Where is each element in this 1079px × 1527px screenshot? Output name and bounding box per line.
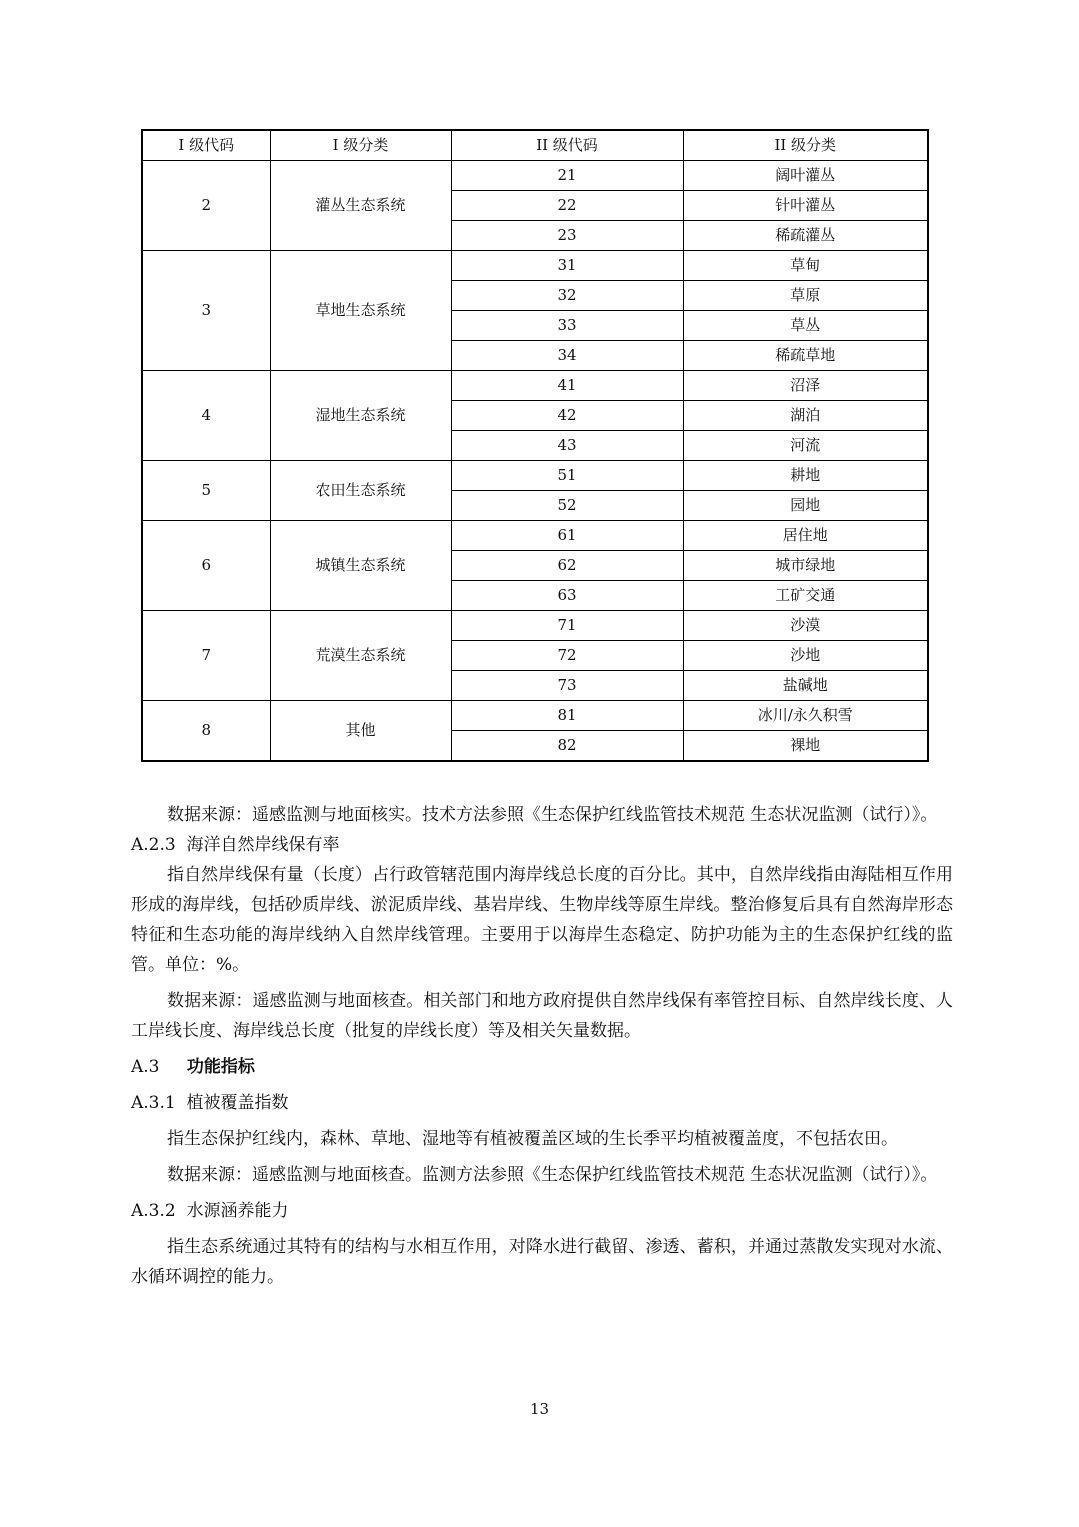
level1-class-cell: 灌丛生态系统 — [270, 161, 451, 251]
level2-class-cell: 居住地 — [683, 521, 928, 551]
header-level1-code: I 级代码 — [142, 130, 270, 161]
level2-code-cell: 62 — [451, 551, 683, 581]
level2-class-cell: 耕地 — [683, 461, 928, 491]
level2-class-cell: 裸地 — [683, 731, 928, 762]
level1-code-cell: 6 — [142, 521, 270, 611]
level2-code-cell: 21 — [451, 161, 683, 191]
level2-class-cell: 草丛 — [683, 311, 928, 341]
paragraph-data-source-2: 数据来源：遥感监测与地面核查。相关部门和地方政府提供自然岸线保有率管控目标、自然岸线长度、人工岸线长度、海岸线总长度（批复的岸线长度）等及相关矢量数据。 — [131, 991, 953, 1041]
level1-class-cell: 荒漠生态系统 — [270, 611, 451, 701]
level2-code-cell: 22 — [451, 191, 683, 221]
ecosystem-classification-table — [141, 129, 929, 762]
table-row — [142, 611, 928, 641]
level2-class-cell: 针叶灌丛 — [683, 191, 928, 221]
level2-class-cell: 稀疏灌丛 — [683, 221, 928, 251]
level1-code-cell: 2 — [142, 161, 270, 251]
heading-a31-title: 植被覆盖指数 — [186, 1093, 289, 1113]
table-row — [142, 521, 928, 551]
heading-a23-number: A.2.3 — [131, 835, 176, 855]
header-level2-code: II 级代码 — [451, 130, 683, 161]
level2-class-cell: 湖泊 — [683, 401, 928, 431]
level2-class-cell: 沙地 — [683, 641, 928, 671]
level2-class-cell: 稀疏草地 — [683, 341, 928, 371]
level2-code-cell: 31 — [451, 251, 683, 281]
level2-code-cell: 23 — [451, 221, 683, 251]
paragraph-vegetation-definition: 指生态保护红线内，森林、草地、湿地等有植被覆盖区域的生长季平均植被覆盖度，不包括农田。 — [167, 1129, 898, 1149]
heading-a3 — [131, 1052, 953, 1082]
heading-a31-number: A.3.1 — [131, 1093, 176, 1113]
level2-class-cell: 工矿交通 — [683, 581, 928, 611]
level2-class-cell: 盐碱地 — [683, 671, 928, 701]
level2-code-cell: 52 — [451, 491, 683, 521]
level2-code-cell: 71 — [451, 611, 683, 641]
level2-class-cell: 园地 — [683, 491, 928, 521]
level2-code-cell: 63 — [451, 581, 683, 611]
heading-a3-number: A.3 — [131, 1057, 160, 1077]
level2-code-cell: 61 — [451, 521, 683, 551]
level2-class-cell: 草原 — [683, 281, 928, 311]
level1-code-cell: 7 — [142, 611, 270, 701]
heading-a32 — [131, 1196, 953, 1226]
header-level1-class: I 级分类 — [270, 130, 451, 161]
level2-code-cell: 82 — [451, 731, 683, 762]
level1-class-cell: 其他 — [270, 701, 451, 762]
page-number: 13 — [529, 1400, 550, 1418]
heading-a23 — [131, 830, 953, 860]
heading-a23-title: 海洋自然岸线保有率 — [186, 835, 340, 855]
table-header-row — [142, 130, 928, 161]
level1-class-cell: 湿地生态系统 — [270, 371, 451, 461]
level2-class-cell: 阔叶灌丛 — [683, 161, 928, 191]
header-level2-class: II 级分类 — [683, 130, 928, 161]
level2-class-cell: 沼泽 — [683, 371, 928, 401]
heading-a31 — [131, 1088, 953, 1118]
level2-code-cell: 73 — [451, 671, 683, 701]
level2-code-cell: 81 — [451, 701, 683, 731]
paragraph-data-source-1: 数据来源：遥感监测与地面核实。技术方法参照《生态保护红线监管技术规范 生态状况监测（试行）》。 — [167, 805, 938, 825]
level2-code-cell: 32 — [451, 281, 683, 311]
level1-class-cell: 草地生态系统 — [270, 251, 451, 371]
level2-class-cell: 冰川/永久积雪 — [683, 701, 928, 731]
level2-code-cell: 43 — [451, 431, 683, 461]
level1-code-cell: 4 — [142, 371, 270, 461]
heading-a32-number: A.3.2 — [131, 1201, 176, 1221]
level2-class-cell: 城市绿地 — [683, 551, 928, 581]
level2-class-cell: 沙漠 — [683, 611, 928, 641]
paragraph-water-conservation-definition: 指生态系统通过其特有的结构与水相互作用，对降水进行截留、渗透、蓄积，并通过蒸散发实现对水流、水循环调控的能力。 — [131, 1237, 953, 1287]
level2-code-cell: 72 — [451, 641, 683, 671]
level2-code-cell: 41 — [451, 371, 683, 401]
table-row — [142, 161, 928, 191]
table-body — [142, 161, 928, 762]
level1-code-cell: 5 — [142, 461, 270, 521]
level2-code-cell: 33 — [451, 311, 683, 341]
level2-code-cell: 42 — [451, 401, 683, 431]
table-row — [142, 701, 928, 731]
level1-code-cell: 8 — [142, 701, 270, 762]
heading-a32-title: 水源涵养能力 — [186, 1201, 289, 1221]
level2-class-cell: 河流 — [683, 431, 928, 461]
level2-code-cell: 34 — [451, 341, 683, 371]
body-text — [131, 800, 953, 1292]
level1-class-cell: 城镇生态系统 — [270, 521, 451, 611]
table-row — [142, 371, 928, 401]
level2-code-cell: 51 — [451, 461, 683, 491]
table-row — [142, 461, 928, 491]
level1-class-cell: 农田生态系统 — [270, 461, 451, 521]
level1-code-cell: 3 — [142, 251, 270, 371]
table-row — [142, 251, 928, 281]
paragraph-coastline-definition: 指自然岸线保有量（长度）占行政管辖范围内海岸线总长度的百分比。其中，自然岸线指由海陆相互作用形成的海岸线，包括砂质岸线、淤泥质岸线、基岩岸线、生物岸线等原生岸线。整治修复后具有自然海岸形态特征和生态功能的海岸线纳入自然岸线管理。主要用于以海岸生态稳定、防护功能为主的生态保护红线的监管。单位：%。 — [131, 865, 953, 975]
paragraph-data-source-3: 数据来源：遥感监测与地面核查。监测方法参照《生态保护红线监管技术规范 生态状况监测（试行）》。 — [167, 1165, 938, 1185]
heading-a3-title: 功能指标 — [186, 1057, 255, 1077]
level2-class-cell: 草甸 — [683, 251, 928, 281]
